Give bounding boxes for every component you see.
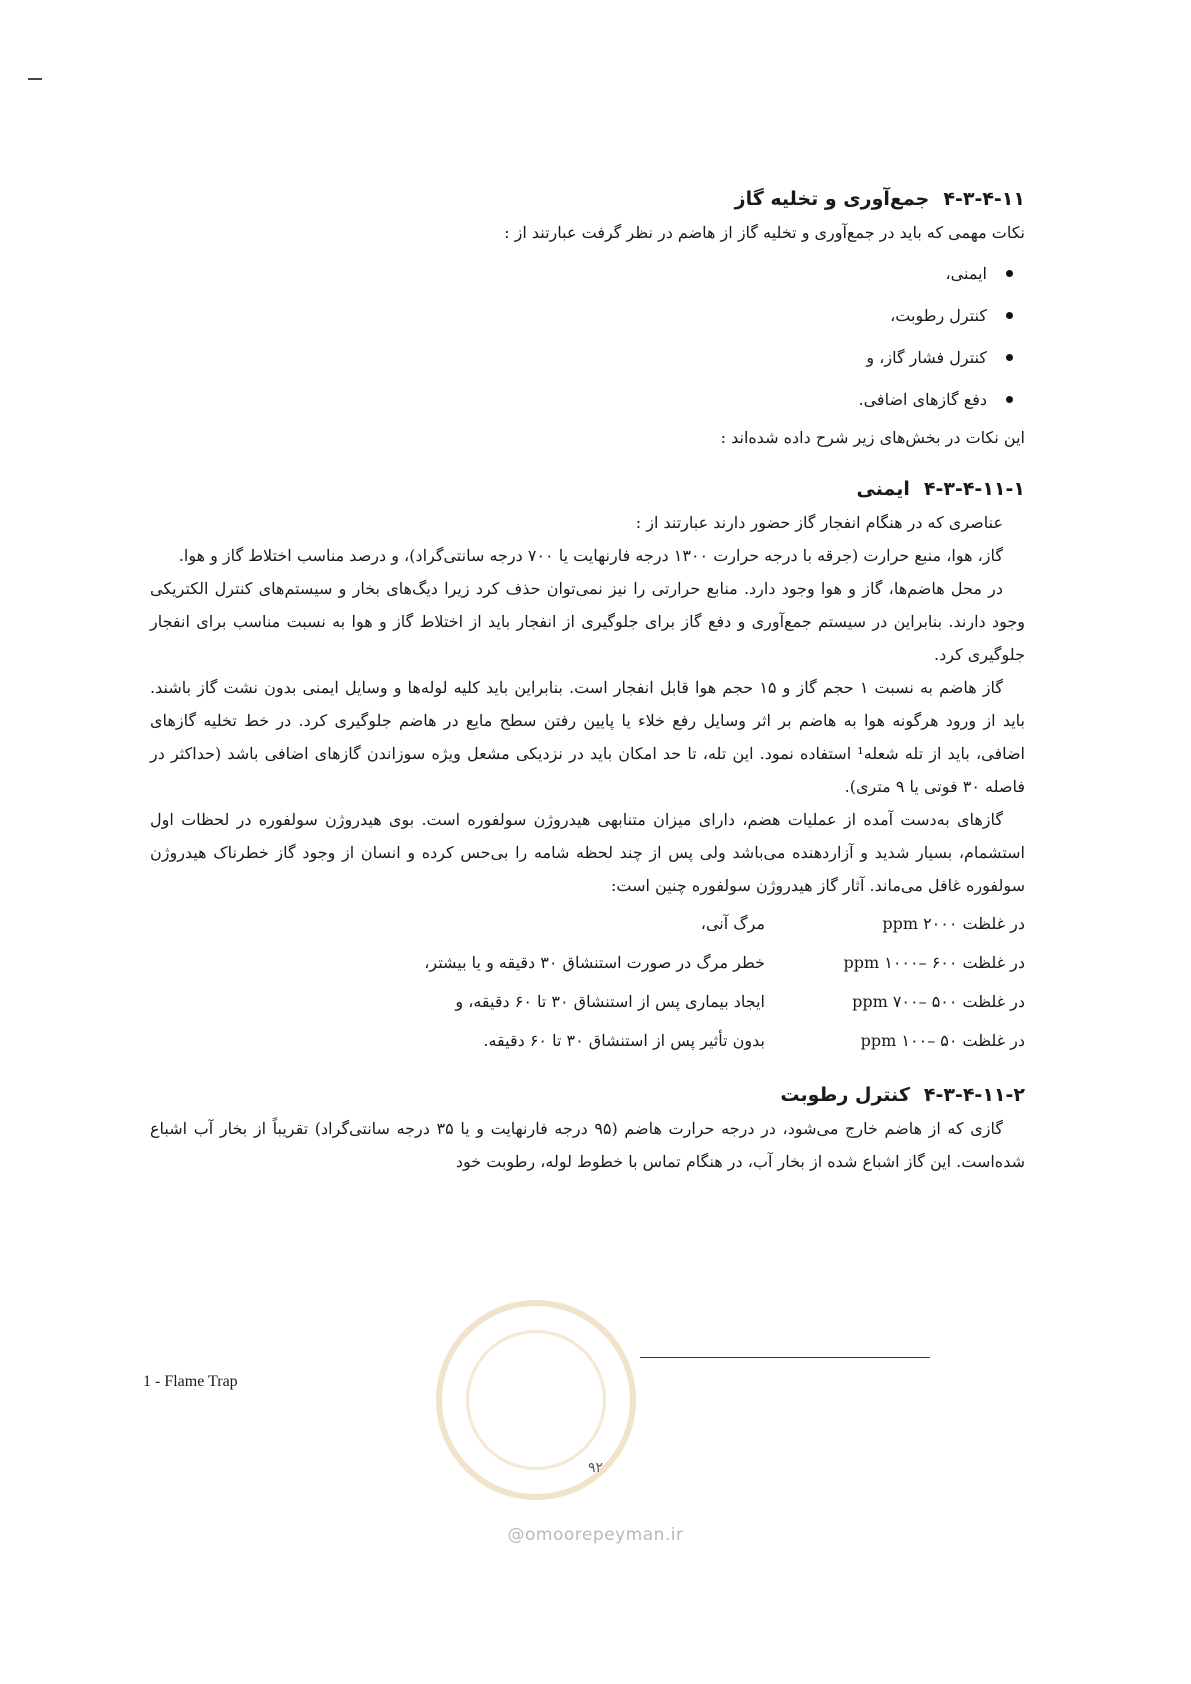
section-humidity-control xyxy=(150,1084,1025,1178)
paragraph: گازی که از هاضم خارج می‌شود، در درجه حرارت هاضم (۹۵ درجه فارنهایت و یا ۳۵ درجه سانتی‌گراد) تقریباً از بخار آب اشباع شده‌است. این گاز اشباع شده از بخار آب، در هنگام تماس با خطوط لوله، رطوبت خود xyxy=(150,1119,1025,1171)
outro-paragraph: این نکات در بخش‌های زیر شرح داده شده‌اند : xyxy=(720,428,1025,447)
section-gas-collection xyxy=(150,188,1025,454)
bullet-list xyxy=(150,253,1025,421)
page-number: ۹۲ xyxy=(587,1460,604,1476)
paragraph: گاز هاضم به نسبت ۱ حجم گاز و ۱۵ حجم هوا قابل انفجار است. بنابراین باید کلیه لوله‌ها و وسایل ایمنی بدون نشت گاز باشند. باید از ورود هرگونه هوا به هاضم بر اثر وسایل رفع خلاء یا پایین رفتن سطح مایع در هاضم جلوگیری کرد. در خط تخلیه گازهای اضافی، باید از تله شعله¹ استفاده نمود. این تله، تا حد امکان باید در نزدیکی مشعل ویژه سوزاندن گازهای اضافی باشد (حداکثر در فاصله ۳۰ فوتی یا ۹ متری). xyxy=(150,678,1025,796)
list-item: کنترل رطوبت، xyxy=(150,295,1025,337)
section-heading xyxy=(150,478,1025,500)
section-title: کنترل رطوبت xyxy=(780,1084,910,1106)
watermark-url: @omoorepeyman.ir xyxy=(507,1525,684,1545)
section-title: ایمنی xyxy=(856,478,910,500)
concentration-effect: بدون تأثیر پس از استنشاق ۳۰ تا ۶۰ دقیقه. xyxy=(483,1031,765,1050)
concentration-effect: ایجاد بیماری پس از استنشاق ۳۰ تا ۶۰ دقیقه، و xyxy=(455,992,765,1011)
section-heading xyxy=(150,1084,1025,1106)
list-item: دفع گازهای اضافی. xyxy=(150,379,1025,421)
concentration-level: در غلظت ppm ۱۰۰– ۵۰ xyxy=(860,1031,1025,1050)
list-item: کنترل فشار گاز، و xyxy=(150,337,1025,379)
section-title: جمع‌آوری و تخلیه گاز xyxy=(734,188,930,210)
section-heading xyxy=(150,188,1025,210)
table-row xyxy=(150,982,1025,1021)
concentration-effect: مرگ آنی، xyxy=(700,914,765,933)
footnote: 1 - Flame Trap xyxy=(143,1373,238,1390)
table-row xyxy=(150,1021,1025,1060)
page-body xyxy=(150,188,1025,1178)
paragraph: در محل هاضم‌ها، گاز و هوا وجود دارد. منابع حرارتی را نیز نمی‌توان حذف کرد زیرا دیگ‌های بخار و سیستم‌های کنترل الکتریکی وجود دارند. بنابراین در سیستم جمع‌آوری و دفع گاز برای جلوگیری از انفجار باید از اختلاط گاز و هوا به نسبت مناسب برای انفجار جلوگیری کرد. xyxy=(150,579,1025,664)
paragraph: عناصری که در هنگام انفجار گاز حضور دارند عبارتند از : xyxy=(635,513,1003,532)
concentration-effect: خطر مرگ در صورت استنشاق ۳۰ دقیقه و یا بیشتر، xyxy=(424,953,765,972)
concentration-level: در غلظت ppm ۲۰۰۰ xyxy=(882,914,1025,933)
section-number: ۴-۳-۴-۱۱ xyxy=(943,188,1025,210)
table-row xyxy=(150,904,1025,943)
watermark-seal-inner-icon xyxy=(466,1330,606,1470)
table-row xyxy=(150,943,1025,982)
section-number: ۴-۳-۴-۱۱-۲ xyxy=(923,1084,1025,1106)
concentration-level: در غلظت ppm ۷۰۰– ۵۰۰ xyxy=(852,992,1025,1011)
section-safety xyxy=(150,478,1025,1060)
footnote-divider xyxy=(640,1357,930,1358)
section-number: ۴-۳-۴-۱۱-۱ xyxy=(923,478,1025,500)
paragraph: گاز، هوا، منبع حرارت (جرقه با درجه حرارت ۱۳۰۰ درجه فارنهایت یا ۷۰۰ درجه سانتی‌گراد)، و درصد مناسب اختلاط گاز و هوا. xyxy=(178,546,1003,565)
concentration-level: در غلظت ppm ۱۰۰۰– ۶۰۰ xyxy=(843,953,1025,972)
paragraph: گازهای به‌دست آمده از عملیات هضم، دارای میزان متنابهی هیدروژن سولفوره است. بوی هیدروژن سولفوره در لحظات اول استشمام، بسیار شدید و آزاردهنده می‌باشد ولی پس از چند لحظه شامه را بی‌حس کرده و انسان از وجود گاز خطرناک هیدروژن سولفوره غافل می‌ماند. آثار گاز هیدروژن سولفوره چنین است: xyxy=(150,810,1025,895)
corner-mark xyxy=(28,78,42,80)
list-item: ایمنی، xyxy=(150,253,1025,295)
intro-paragraph: نکات مهمی که باید در جمع‌آوری و تخلیه گاز از هاضم در نظر گرفت عبارتند از : xyxy=(504,223,1025,242)
h2s-concentration-table xyxy=(150,904,1025,1060)
